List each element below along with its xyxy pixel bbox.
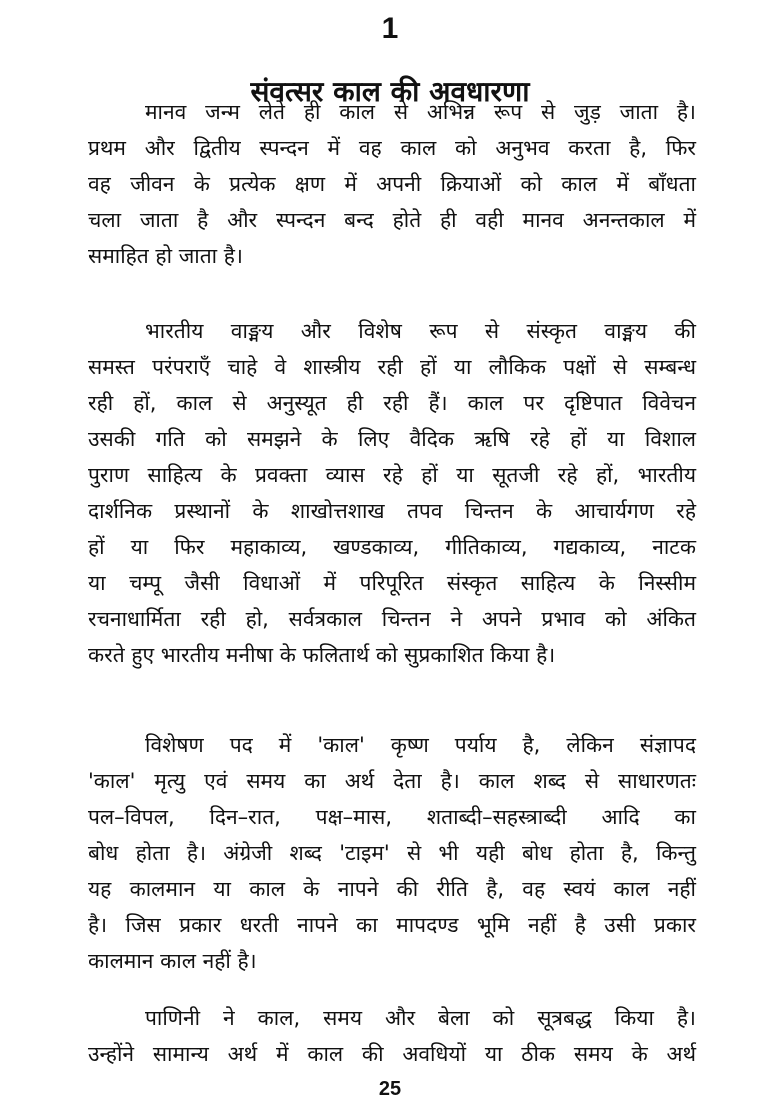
- text-line: है। जिस प्रकार धरती नापने का मापदण्ड भूमि नहीं है उसी प्रकार: [88, 913, 696, 937]
- text-line: या चम्पू जैसी विधाओं में परिपूरित संस्कृत साहित्य के निस्सीम: [88, 571, 696, 595]
- paragraph-3: [88, 727, 696, 979]
- text-line: समाहित हो जाता है।: [88, 244, 243, 268]
- text-line: उसकी गति को समझने के लिए वैदिक ऋषि रहे हों या विशाल: [88, 427, 696, 451]
- text-line: कालमान काल नहीं है।: [88, 949, 257, 973]
- text-line: करते हुए भारतीय मनीषा के फलितार्थ को सुप्रकाशित किया है।: [88, 643, 556, 667]
- text-line: पुराण साहित्य के प्रवक्ता व्यास रहे हों या सूतजी रहे हों, भारतीय: [88, 463, 696, 487]
- text-line: चला जाता है और स्पन्दन बन्द होते ही वही मानव अनन्तकाल में: [88, 208, 696, 232]
- paragraph-4: [88, 1000, 696, 1072]
- text-line: रचनाधार्मिता रही हो, सर्वत्रकाल चिन्तन ने अपने प्रभाव को अंकित: [88, 607, 696, 631]
- text-line: यह कालमान या काल के नापने की रीति है, वह स्वयं काल नहीं: [88, 877, 696, 901]
- text-line: पाणिनी ने काल, समय और बेला को सूत्रबद्ध किया है।: [145, 1006, 696, 1030]
- page-number: 25: [378, 1078, 402, 1100]
- chapter-title: संवत्सर काल की अवधारणा: [250, 75, 530, 108]
- text-line: रही हों, काल से अनुस्यूत ही रही हैं। काल पर दृष्टिपात विवेचन: [88, 391, 696, 415]
- text-line: मानव जन्म लेते ही काल से अभिन्न रूप से जुड़ जाता है।: [145, 100, 696, 124]
- text-line: वह जीवन के प्रत्येक क्षण में अपनी क्रियाओं को काल में बाँधता: [88, 172, 696, 196]
- text-line: उन्होंने सामान्य अर्थ में काल की अवधियों या ठीक समय के अर्थ: [88, 1042, 696, 1066]
- text-line: दार्शनिक प्रस्थानों के शाखोत्तशाख तपव चिन्तन के आचार्यगण रहे: [88, 499, 696, 523]
- paragraph-1: [88, 94, 696, 274]
- chapter-number: 1: [381, 12, 399, 45]
- text-line: पल–विपल, दिन–रात, पक्ष–मास, शताब्दी–सहस्त्राब्दी आदि का: [88, 805, 696, 829]
- text-line: 'काल' मृत्यु एवं समय का अर्थ देता है। काल शब्द से साधारणतः: [88, 769, 696, 793]
- text-line: हों या फिर महाकाव्य, खण्डकाव्य, गीतिकाव्य, गद्यकाव्य, नाटक: [88, 535, 696, 559]
- text-line: समस्त परंपराएँ चाहे वे शास्त्रीय रही हों या लौकिक पक्षों से सम्बन्ध: [88, 355, 696, 379]
- text-line: विशेषण पद में 'काल' कृष्ण पर्याय है, लेकिन संज्ञापद: [145, 733, 696, 757]
- text-line: बोध होता है। अंग्रेजी शब्द 'टाइम' से भी यही बोध होता है, किन्तु: [88, 841, 696, 865]
- text-line: प्रथम और द्वितीय स्पन्दन में वह काल को अनुभव करता है, फिर: [88, 136, 696, 160]
- paragraph-2: [88, 313, 696, 673]
- text-line: भारतीय वाङ्मय और विशेष रूप से संस्कृत वाङ्मय की: [145, 319, 696, 343]
